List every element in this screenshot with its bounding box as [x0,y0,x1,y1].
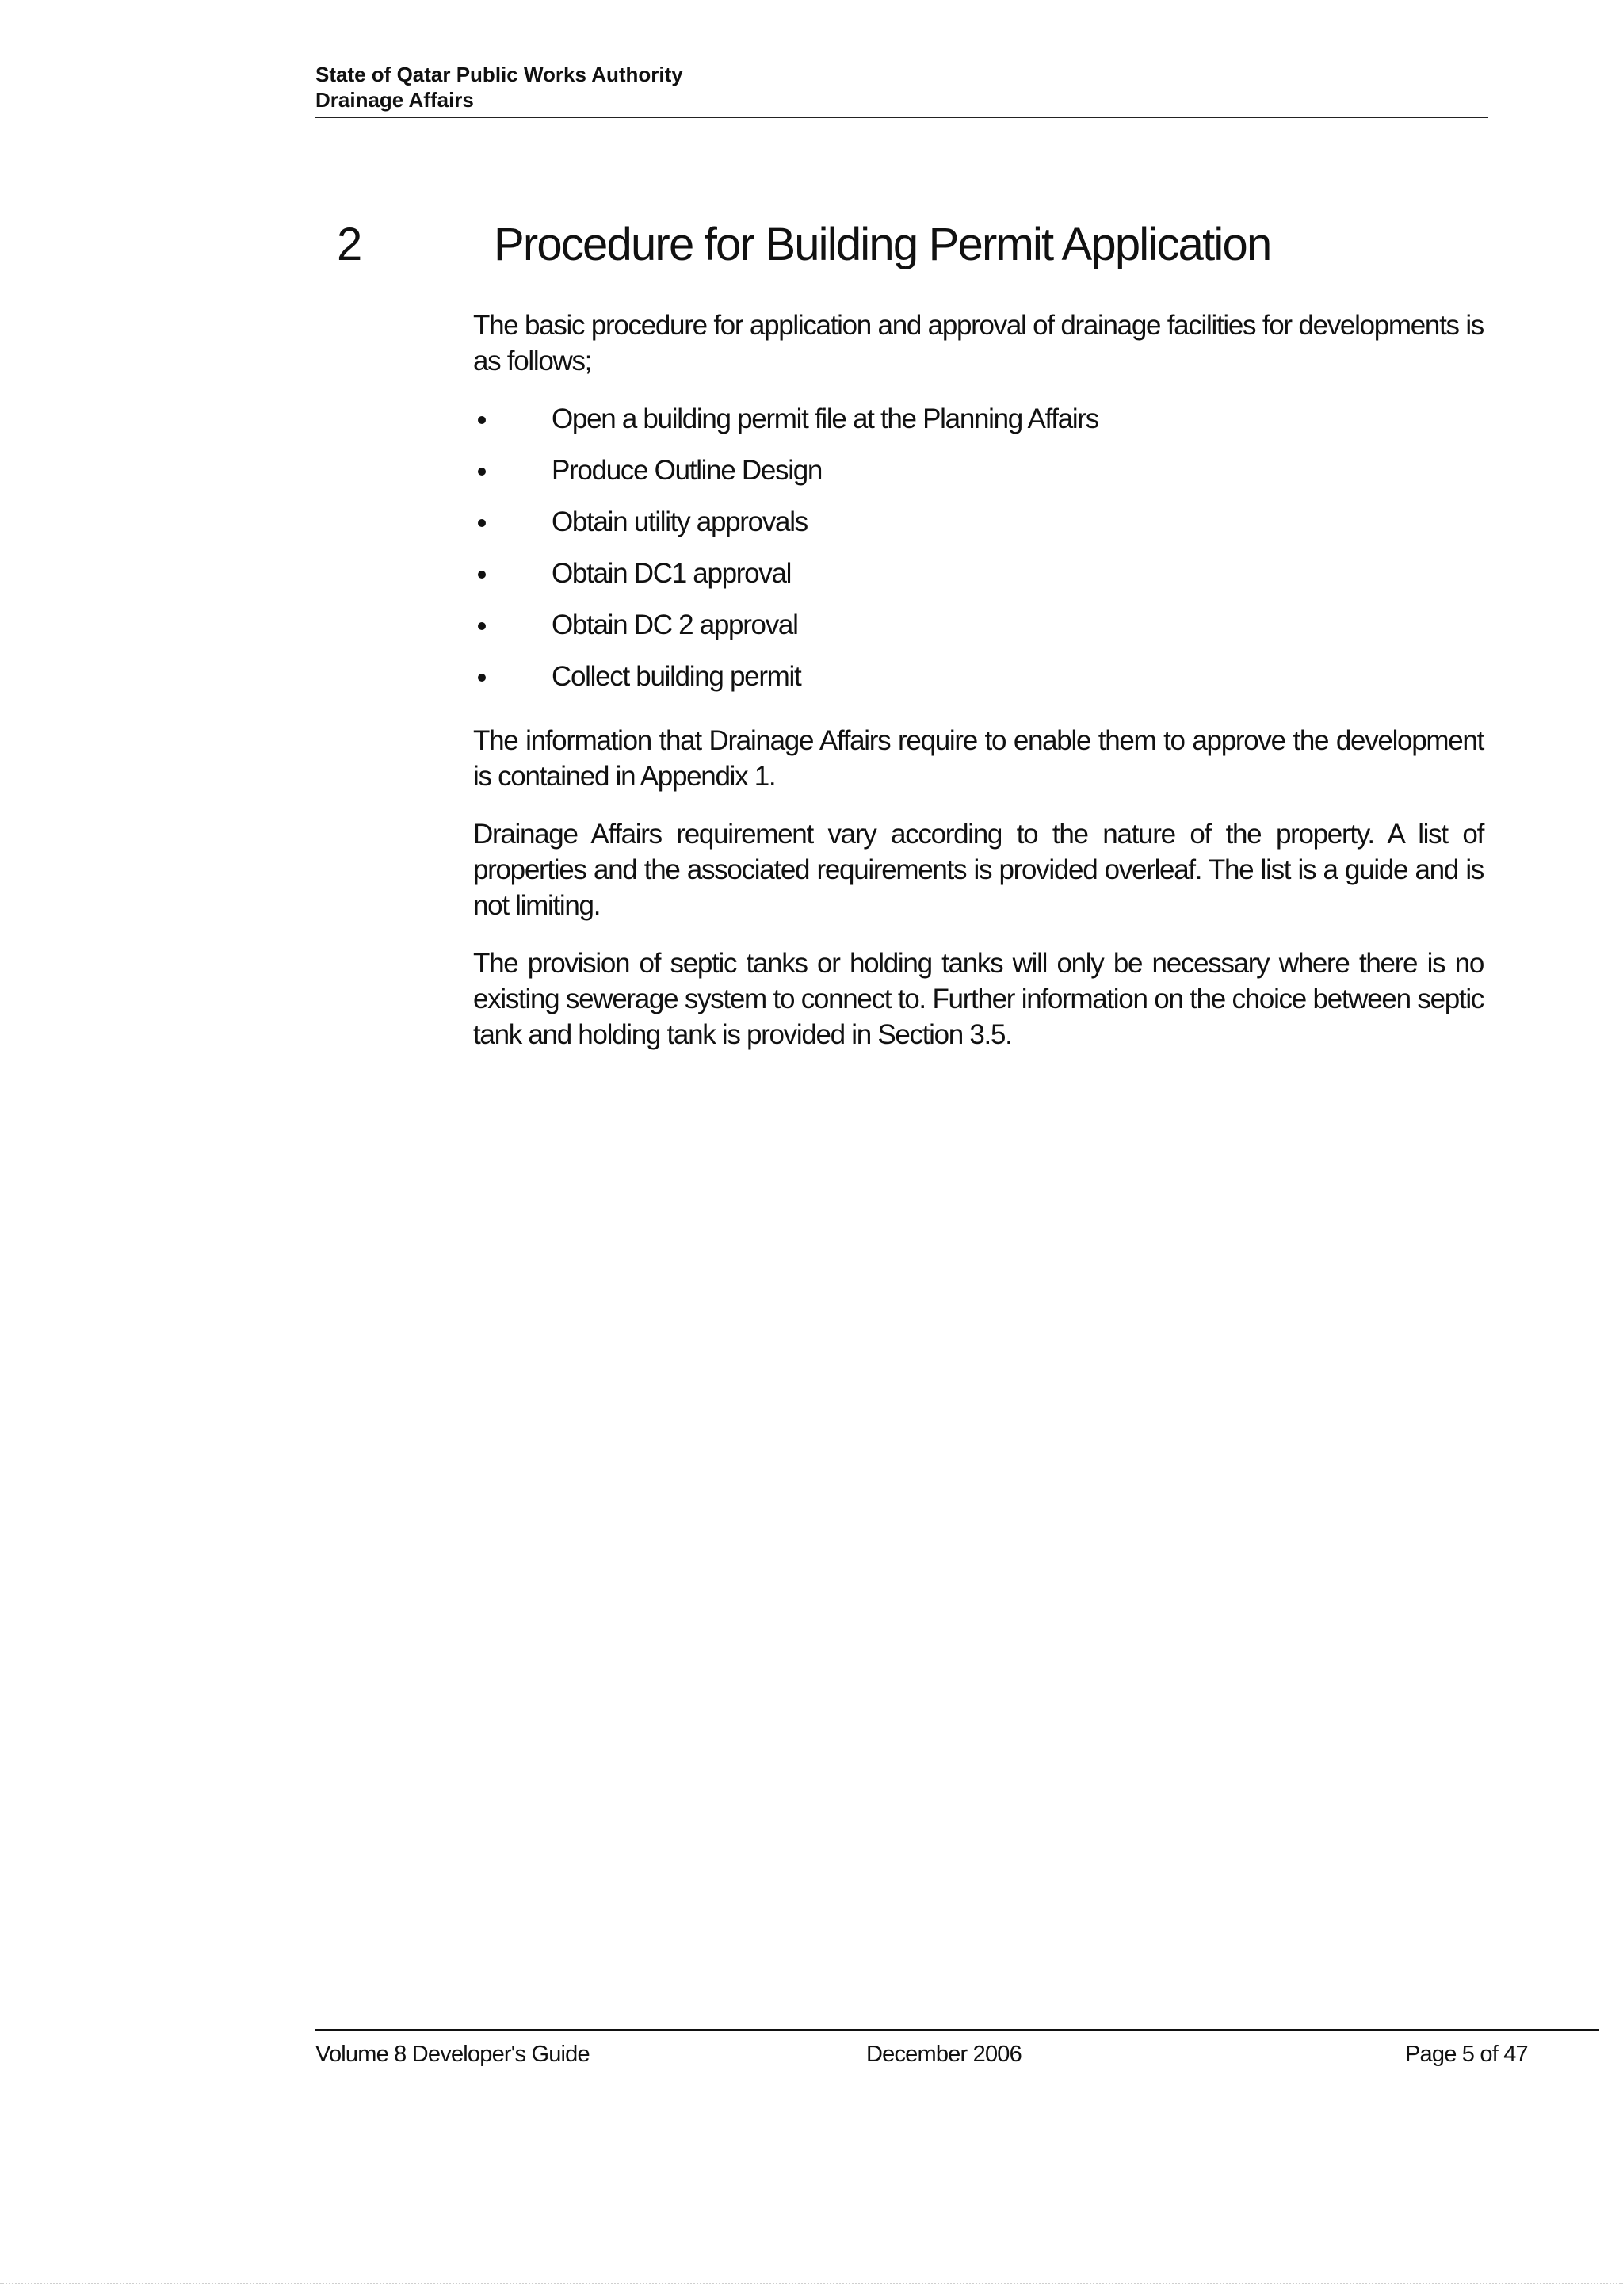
section-body [473,308,1484,1075]
section-number: 2 [337,219,362,270]
list-item [473,659,1484,710]
procedure-steps-list [473,401,1484,710]
list-item [473,607,1484,659]
footer-divider [315,2029,1599,2031]
intro-paragraph: The basic procedure for application and approval of drainage facilities for developments is as follows; [473,310,1484,376]
header-divider [315,117,1488,118]
list-item-text: Obtain DC 2 approval [552,609,798,640]
footer-page-number: Page 5 of 47 [1405,2042,1528,2067]
header-organization: State of Qatar Public Works Authority [315,63,683,86]
bullet-icon [478,416,486,424]
bullet-icon [478,519,486,527]
bullet-icon [478,468,486,476]
page-header [315,62,1488,113]
header-department: Drainage Affairs [315,88,474,112]
septic-tank-paragraph: The provision of septic tanks or holding tanks will only be necessary where there is no existing sewerage system to connect to. Further information on the choice between septic tank and holding tank is provided in Section 3.5. [473,948,1484,1050]
bullet-icon [478,571,486,579]
list-item-text: Obtain DC1 approval [552,558,792,589]
list-item [473,453,1484,504]
requirements-paragraph: Drainage Affairs requirement vary according to the nature of the property. A list of properties and the associated requirements is provided overleaf. The list is a guide and is not limiting. [473,819,1484,921]
list-item-text: Open a building permit file at the Planning Affairs [552,403,1098,434]
footer-document-title: Volume 8 Developer's Guide [315,2042,590,2067]
scan-artifact [0,2283,1623,2284]
bullet-icon [478,674,486,682]
list-item [473,556,1484,607]
list-item [473,401,1484,453]
list-item-text: Obtain utility approvals [552,506,808,537]
information-paragraph: The information that Drainage Affairs require to enable them to approve the development is contained in Appendix 1. [473,725,1484,792]
section-title: Procedure for Building Permit Application [494,219,1271,270]
bullet-icon [478,622,486,630]
list-item [473,504,1484,556]
list-item-text: Collect building permit [552,661,801,692]
list-item-text: Produce Outline Design [552,455,823,486]
footer-date: December 2006 [866,2042,1022,2067]
